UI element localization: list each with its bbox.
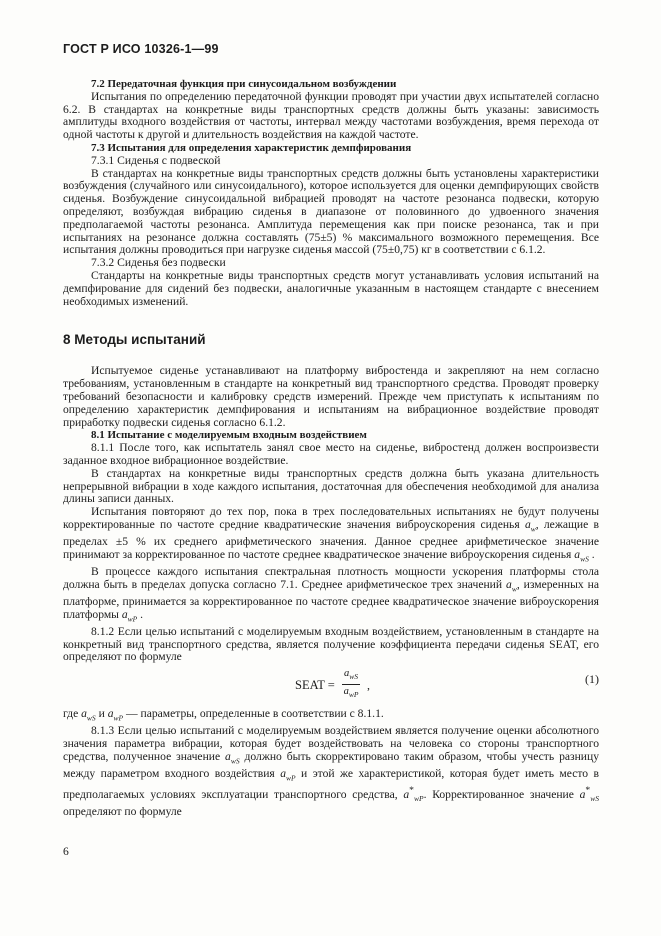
paragraph-8-1-1-duration: В стандартах на конкретные виды транспортных средств должна быть указана длительность непрерывной вибрации в ходе каждого испытания, достаточная для обеспечения необходимой для анализа длины записи данных. (63, 466, 599, 506)
section-7-3-1-title: 7.3.1 Сиденья с подвеской (91, 153, 221, 167)
section-7-3-title: 7.3 Испытания для определения характеристик демпфирования (91, 141, 412, 154)
formula-where-clause: где $a_{wS}$ и $a_{wP}$ — параметры, определенные в соответствии с 8.1.1. (63, 707, 384, 723)
paragraph-8-1-1: 8.1.1 После того, как испытатель занял свое место на сиденье, вибростенд должен воспроизвести заданное входное вибрационное воздействие. (63, 441, 599, 467)
document-header: ГОСТ Р ИСО 10326-1—99 (63, 42, 219, 56)
formula-1 (63, 668, 599, 704)
paragraph-8-1-2: 8.1.2 Если целью испытаний с моделируемым входным воздействием, установленным в стандарте на конкретный вид транспортного средства, является получение коэффициента передачи сиденья SEAT, его определяют по формуле (63, 624, 599, 664)
section-8-1-title: 8.1 Испытание с моделируемым входным воздействием (91, 429, 367, 442)
formula-denominator: $a_{wP}$ (343, 686, 359, 700)
section-7-2-title: 7.2 Передаточная функция при синусоидальном возбуждении (91, 78, 397, 90)
page-number: 6 (63, 845, 69, 858)
section-8-intro: Испытуемое сиденье устанавливают на платформу вибростенда и закрепляют на нем согласно требованиям, установленным в стандарте на конкретный вид транспортного средства. Проводят проверку требований безопасности и калибровку средств измерений. Прежде чем приступать к испытаниям по определению характеристик демпфирования и испытаниям на вибрационное воздействие проводят приработку подвески сиденья согласно 6.1.2. (63, 364, 599, 429)
section-7-3-2-paragraph: Стандарты на конкретные виды транспортных средств могут устанавливать условия испытаний на демпфирование для сидений без подвески, аналогичные указанным в настоящем стандарте с внесением необходимых изменений. (63, 268, 599, 308)
formula-numerator: $a_{wS}$ (342, 668, 360, 685)
document-page (63, 42, 599, 819)
formula-number: (1) (585, 672, 599, 687)
section-7-3-2-title: 7.3.2 Сиденья без подвески (91, 256, 226, 270)
section-8-heading: 8 Методы испытаний (63, 332, 206, 348)
section-7-3-1-paragraph: В стандартах на конкретные виды транспортных средств должны быть установлены характеристики возбуждения (случайного или синусоидального), которое используется для оценки демпфирующих свойств сиденья. Возбуждение синусоидальной вибрацией проводят на частоте резонанса подвески, которую определяют, возбуждая вибрацию сиденья в диапазоне от половинного до удвоенного значения предполагаемой частоты резонанса. Амплитуда перемещения как при поиске резонанса, так и при испытаниях на резонансе должна составлять (75±5) % максимального возможного перемещения. Все испытания должны проводиться при нагрузке сиденья массой (75±0,75) кг в соответствии с 6.1.2. (63, 166, 599, 257)
paragraph-8-1-1-platform: В процессе каждого испытания спектральная плотность мощности ускорения платформы стола должна быть в пределах допуска согласно 7.1. Среднее арифметическое трех значений $a_w$, измеренных на платформе, принимается за корректированное по частоте среднее квадратическое значение виброускорения платформы $a_{wP}$ . (63, 564, 599, 623)
paragraph-8-1-1-repeat: Испытания повторяют до тех пор, пока в трех последовательных испытаниях не будут получены корректированные по частоте средние квадратические значения виброускорения сиденья $a_w$, лежащие в пределах ±5 % их среднего арифметического значения. Данное среднее арифметическое значение принимают за корректированное по частоте среднее квадратическое значение виброускорения сиденья $a_{wS}$ . (63, 505, 599, 564)
formula-comma: , (367, 678, 370, 693)
paragraph-8-1-3: 8.1.3 Если целью испытаний с моделируемым воздействием является получение оценки абсолютного значения параметра вибрации, которая будет воздействовать на человека со стороны транспортного средства, полученное значение $a_{wS}$ должно быть скорректировано таким образом, чтобы учесть разницу между параметром входного воздействия $a_{wP}$ и этой же характеристикой, которая будет иметь место в предполагаемых условиях эксплуатации транспортного средства, $a^*_{wP}$. Корректированное значение $a^*_{wS}$ определяют по формуле (63, 724, 600, 819)
section-7-2-paragraph: Испытания по определению передаточной функции проводят при участии двух испытателей согласно 6.2. В стандартах на конкретные виды транспортных средств должны быть указаны: зависимость амплитуды входного воздействия от частоты, интервал между частотами возбуждения, время перехода от одной частоты к другой и длительность воздействия на каждой частоте. (63, 89, 599, 142)
formula-fraction (342, 668, 360, 701)
formula-lhs: SEAT = (295, 678, 335, 693)
